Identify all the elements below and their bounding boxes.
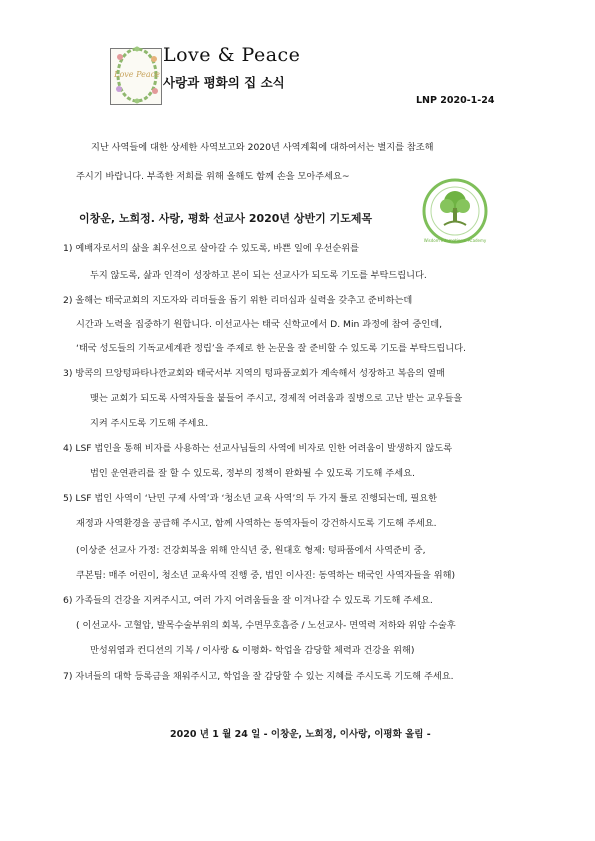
prayer-line: 7) 자녀들의 대학 등록금을 채워주시고, 학업을 잘 감당할 수 있는 지혜를 주시도록 기도해 주세요.	[63, 671, 454, 682]
prayer-line: 시간과 노력을 집중하기 원합니다. 이선교사는 태국 신학교에서 D. Min 과정에 참여 중인데,	[76, 319, 443, 330]
logo-script-label: Love Peace	[114, 70, 160, 79]
prayer-line: 2) 올해는 태국교회의 지도자와 리더들을 돕기 위한 리더십과 실력을 갖추고 준비하는데	[63, 295, 413, 306]
badge-caption: Wisdom International Academy	[423, 238, 487, 243]
prayer-line: 쿠본팀: 매주 어린이, 청소년 교육사역 진행 중, 법인 이사진: 동역하는 태국인 사역자들을 위해)	[76, 570, 456, 581]
prayer-line: 5) LSF 법인 사역이 ‘난민 구제 사역’과 ‘청소년 교육 사역’의 두 가지 틀로 진행되는데, 필요한	[63, 493, 438, 504]
prayer-line: 법인 운연관리를 잘 할 수 있도록, 정부의 정책이 완화될 수 있도록 기도해 주세요.	[90, 468, 415, 479]
prayer-line: 맺는 교회가 되도록 사역자들을 붙들어 주시고, 경제적 어려움과 질병으로 고난 받는 교우들을	[90, 393, 463, 404]
signature-footer: 2020 년 1 월 24 일 - 이창운, 노희정, 이사랑, 이평화 올림 -	[170, 729, 431, 740]
prayer-line: 6) 가족들의 건강을 지켜주시고, 여러 가지 어려움들을 잘 이겨나갈 수 있도록 기도해 주세요.	[63, 595, 433, 606]
newsletter-subtitle: 사랑과 평화의 집 소식	[163, 75, 285, 90]
prayer-line: 3) 방콕의 므앙텅파타나깐교회와 태국서부 지역의 텅파품교회가 계속해서 성장하고 복음의 열매	[63, 368, 445, 379]
prayer-line: 1) 예배자로서의 삶을 최우선으로 살아갈 수 있도록, 바쁜 일에 우선순위를	[63, 243, 360, 254]
prayer-line: 재정과 사역환경을 공급해 주시고, 함께 사역하는 동역자들이 강건하시도록 기도해 주세요.	[76, 518, 437, 529]
prayer-line: 지켜 주시도록 기도해 주세요.	[90, 418, 209, 429]
prayer-line: 4) LSF 법인을 통해 비자를 사용하는 선교사님들의 사역에 비자로 인한 어려움이 발생하지 않도록	[63, 443, 453, 454]
intro-line-1: 지난 사역들에 대한 상세한 사역보고와 2020년 사역계획에 대하여서는 별지를 참조해	[91, 142, 434, 153]
newsletter-title: Love & Peace	[163, 44, 301, 66]
academy-badge-icon	[422, 178, 488, 244]
prayer-section-title: 이창운, 노희정. 사랑, 평화 선교사 2020년 상반기 기도제목	[79, 212, 373, 225]
document-id: LNP 2020-1-24	[416, 95, 495, 106]
logo-script-text	[114, 70, 160, 90]
prayer-line: ( 이선교사- 고혈압, 발목수술부위의 회복, 수면무호흡증 / 노선교사- 면역력 저하와 위암 수술후	[76, 620, 456, 631]
intro-line-2: 주시기 바랍니다. 부족한 저희를 위해 올해도 함께 손을 모아주세요~	[76, 171, 350, 182]
prayer-line: (이상준 선교사 가정: 건강회복을 위해 안식년 중, 원대호 형제: 텅파품에서 사역준비 중,	[76, 545, 426, 556]
prayer-line: 만성위염과 컨디션의 기복 / 이사랑 & 이평화- 학업을 감당할 체력과 건강을 위해)	[90, 645, 415, 656]
prayer-line: ‘태국 성도들의 기독교세계관 정립’을 주제로 한 논문을 잘 준비할 수 있도록 기도를 부탁드립니다.	[76, 343, 466, 354]
prayer-line: 두지 않도록, 삶과 인격이 성장하고 본이 되는 선교사가 되도록 기도를 부탁드립니다.	[90, 270, 427, 281]
